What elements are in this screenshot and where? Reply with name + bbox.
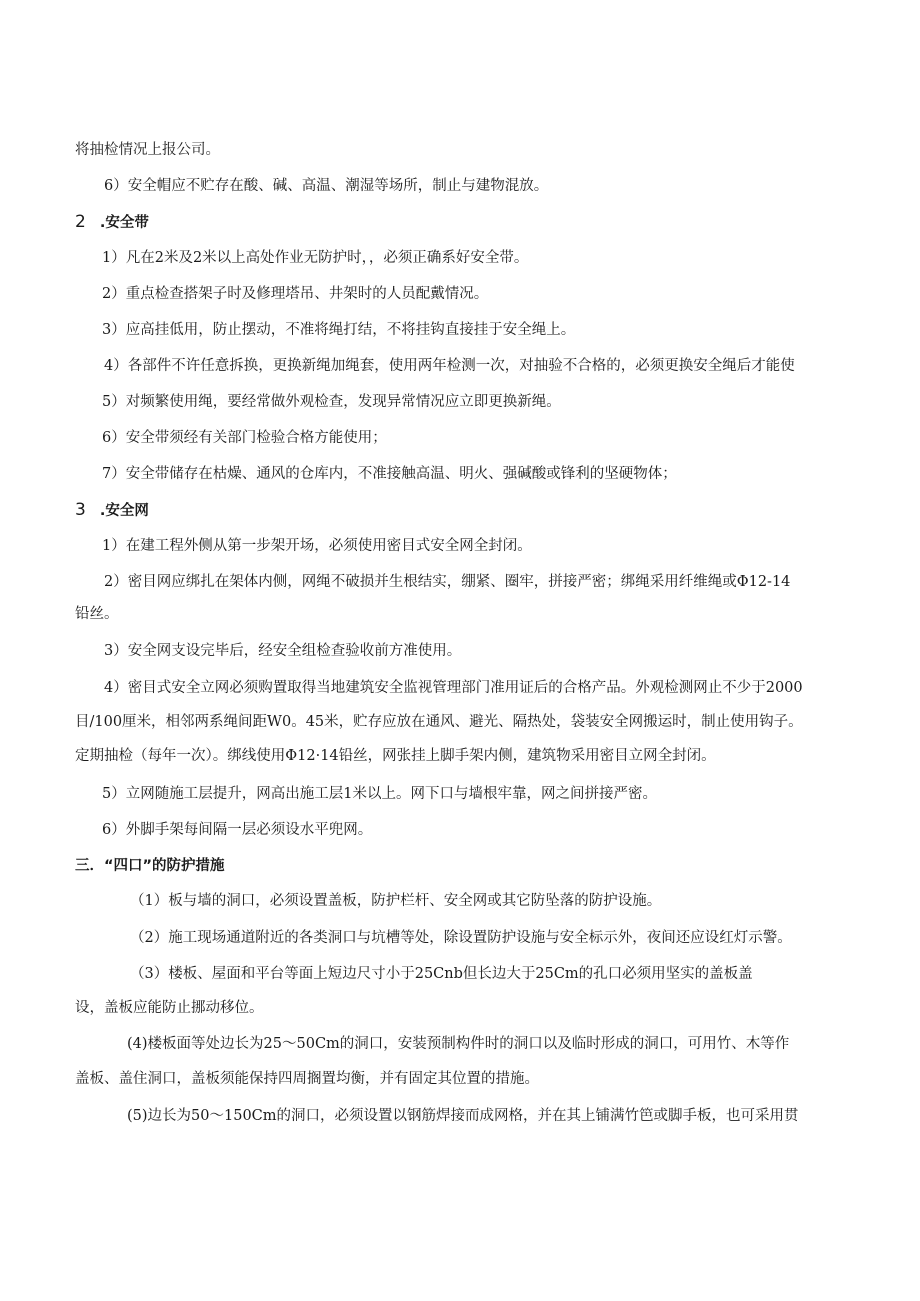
opening-item-2: （2）施工现场通道附近的各类洞口与坑槽等处，除设置防护设施与安全标示外，夜间还应设红灯示警。 <box>130 930 792 946</box>
belt-section-title: .安全带 <box>99 215 149 231</box>
belt-section-number: 2 <box>75 212 86 232</box>
net-item-2-line-2: 铅丝。 <box>75 606 119 622</box>
carryover-line: 将抽检情况上报公司。 <box>75 142 220 158</box>
net-item-4-line-2: 目/100厘米，相邻两系绳间距W0。45米，贮存应放在通风、避光、隔热处，袋装安全网搬运时，制止使用钩子。 <box>75 714 803 730</box>
net-item-4-line-1: 4）密目式安全立网必须购置取得当地建筑安全监视管理部门准用证后的合格产品。外观检测网止不少于2000 <box>104 680 803 696</box>
belt-item-1: 1）凡在2米及2米以上高处作业无防护时，，必须正确系好安全带。 <box>102 250 529 266</box>
net-item-5: 5）立网随施工层提升，网高出施工层1米以上。网下口与墙根牢靠，网之间拼接严密。 <box>102 786 657 802</box>
belt-item-7: 7）安全带储存在枯燥、通风的仓库内，不准接触高温、明火、强碱酸或锋利的坚硬物体； <box>102 466 677 482</box>
net-section-heading <box>75 500 149 521</box>
net-item-2-line-1: 2）密目网应绑扎在架体内侧，网绳不破损并生根结实，绷紧、圈牢，拼接严密；绑绳采用纤维绳或Φ12-14 <box>104 574 791 590</box>
opening-item-3-line-1: （3）楼板、屋面和平台等面上短边尺寸小于25Cnb但长边大于25Cm的孔口必须用坚实的盖板盖 <box>130 966 753 982</box>
net-section-title: .安全网 <box>99 503 149 519</box>
belt-section-heading <box>75 212 149 233</box>
belt-item-3: 3）应高挂低用，防止摆动，不准将绳打结，不将挂钩直接挂于安全绳上。 <box>102 322 576 338</box>
opening-item-5-line-1: (5)边长为50～150Cm的洞口，必须设置以钢筋焊接而成网格，并在其上铺满竹笆或脚手板，也可采用贯 <box>127 1108 799 1124</box>
opening-item-4-line-2: 盖板、盖住洞口，盖板须能保持四周搁置均衡，并有固定其位置的措施。 <box>75 1071 539 1087</box>
opening-item-4-line-1: (4)楼板面等处边长为25～50Cm的洞口，安装预制构件时的洞口以及临时形成的洞口，可用竹、木等作 <box>127 1036 790 1052</box>
net-item-1: 1）在建工程外侧从第一步架开场，必须使用密目式安全网全封闭。 <box>102 538 532 554</box>
belt-item-2: 2）重点检查搭架子时及修理塔吊、井架时的人员配戴情况。 <box>102 286 489 302</box>
belt-item-6: 6）安全带须经有关部门检验合格方能使用； <box>102 430 387 446</box>
net-item-4-line-3: 定期抽检（每年一次）。绑线使用Φ12·14铅丝，网张挂上脚手架内侧，建筑物采用密目立网全封闭。 <box>75 748 716 764</box>
four-openings-heading: 三．“四口”的防护措施 <box>75 858 225 874</box>
opening-item-1: （1）板与墙的洞口，必须设置盖板，防护栏杆、安全网或其它防坠落的防护设施。 <box>130 893 662 909</box>
net-item-6: 6）外脚手架每间隔一层必须设水平兜网。 <box>102 822 373 838</box>
opening-item-3-line-2: 设，盖板应能防止挪动移位。 <box>75 1000 264 1016</box>
hat-item-6: 6）安全帽应不贮存在酸、碱、高温、潮湿等场所，制止与建物混放。 <box>104 178 549 194</box>
net-section-number: 3 <box>75 500 86 520</box>
belt-item-4: 4）各部件不许任意拆换，更换新绳加绳套，使用两年检测一次，对抽验不合格的，必须更换安全绳后才能使 <box>104 358 795 374</box>
net-item-3: 3）安全网支设完毕后，经安全组检查验收前方准使用。 <box>104 643 462 659</box>
belt-item-5: 5）对频繁使用绳，要经常做外观检查，发现异常情况应立即更换新绳。 <box>102 394 561 410</box>
